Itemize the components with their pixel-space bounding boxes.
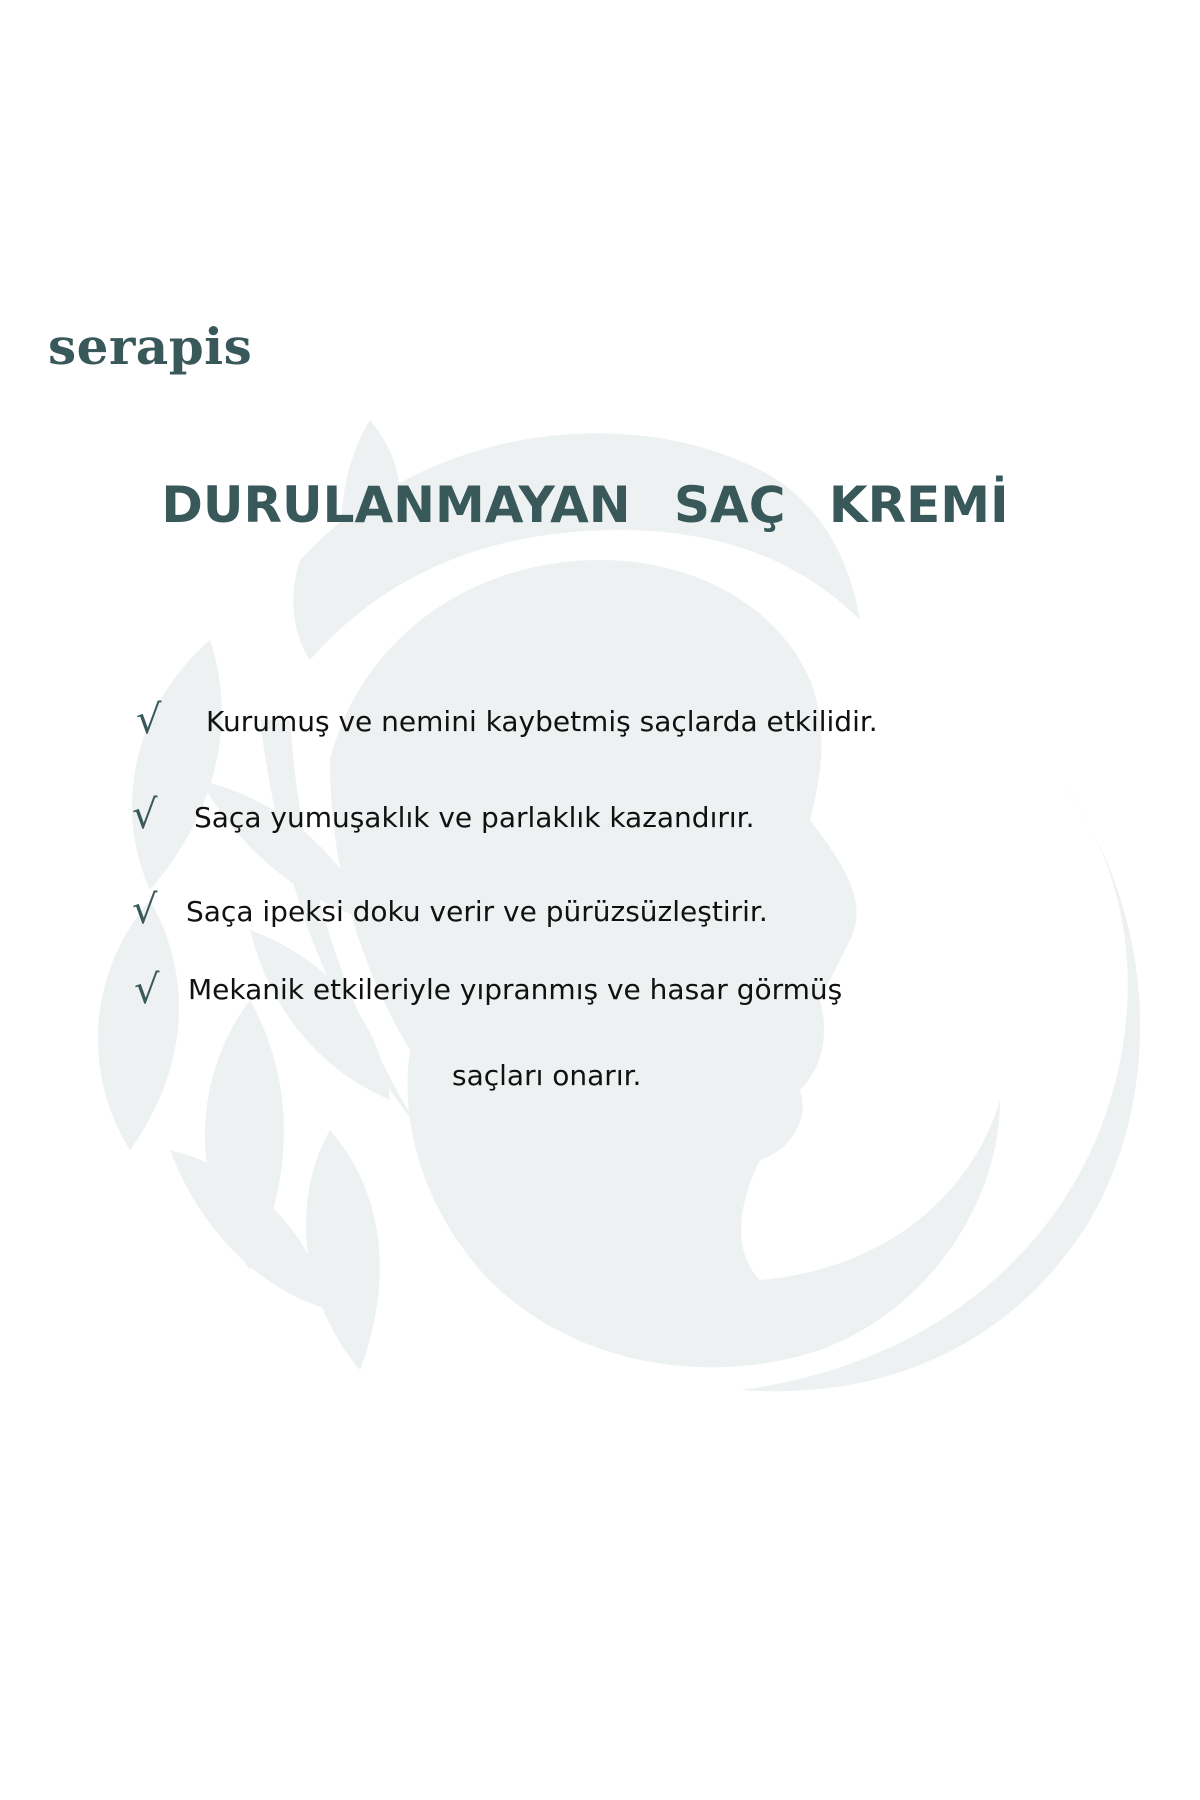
check-mark-icon: √: [136, 697, 162, 743]
benefit-text-2: Saça yumuşaklık ve parlaklık kazandırır.: [194, 801, 755, 834]
benefit-text-4: Mekanik etkileriyle yıpranmış ve hasar görmüş: [188, 973, 843, 1006]
page-title: DURULANMAYAN SAÇ KREMİ: [161, 476, 1009, 534]
check-mark-icon: √: [134, 967, 160, 1013]
benefit-text-1: Kurumuş ve nemini kaybetmiş saçlarda etkilidir.: [206, 705, 878, 738]
brand-logo: serapis: [48, 317, 253, 376]
check-mark-icon: √: [132, 792, 158, 838]
benefit-text-4-continuation: saçları onarır.: [452, 1059, 642, 1092]
benefit-text-3: Saça ipeksi doku verir ve pürüzsüzleştirir.: [186, 895, 768, 928]
check-mark-icon: √: [132, 887, 158, 933]
